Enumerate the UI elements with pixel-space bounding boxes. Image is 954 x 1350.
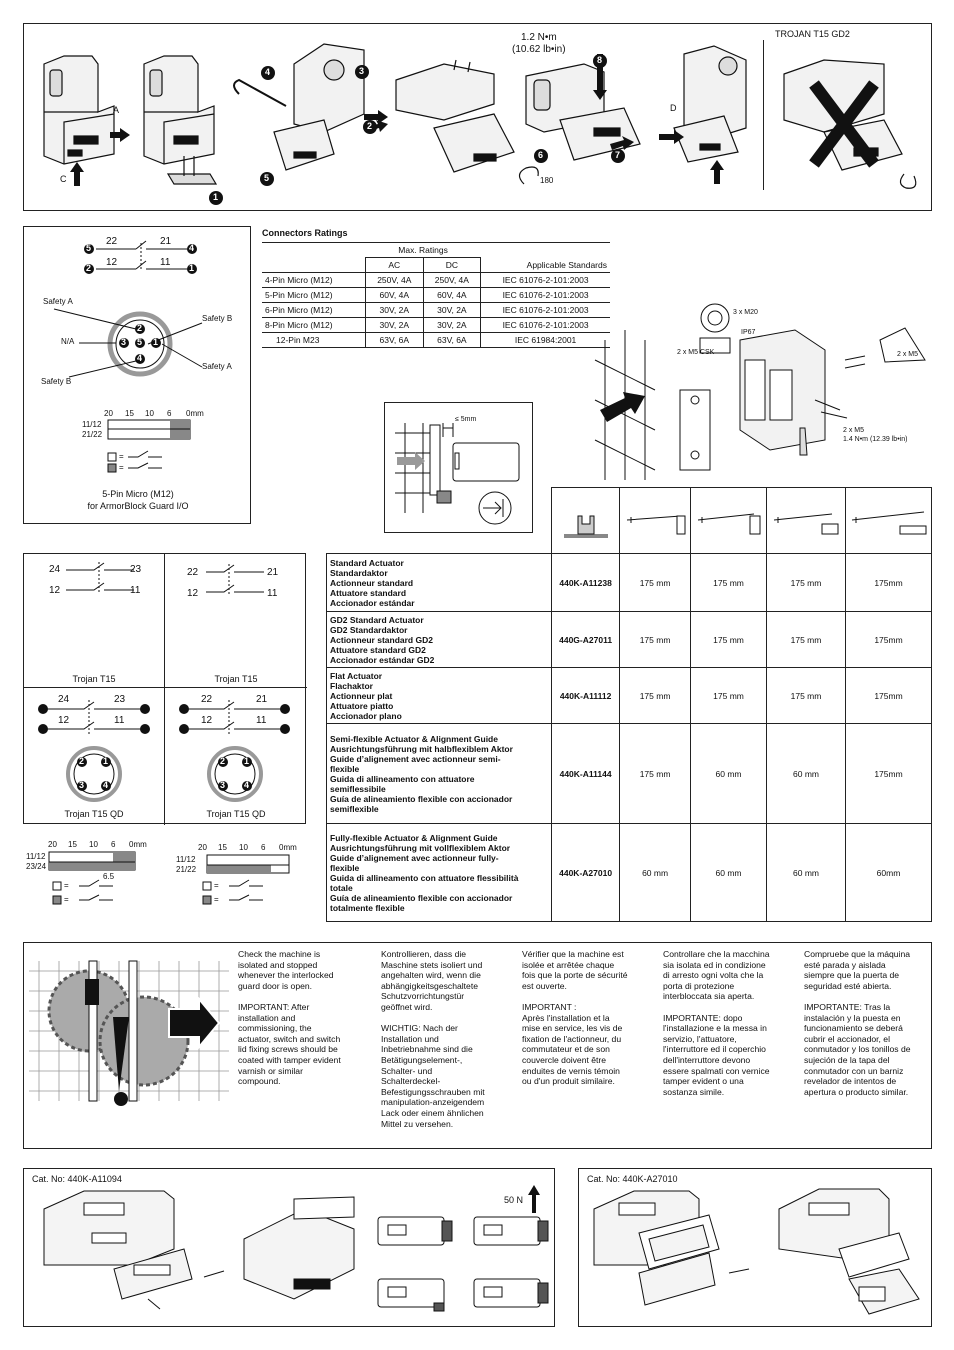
pin-label: 1 <box>153 337 159 347</box>
force-label: 50 N <box>504 1195 524 1205</box>
warning-en: Check the machine is isolated and stopped whenever the interlocked guard door is open. IMPORTANT: After installation and commissioning, the actuator, switch and switch lid fixing screws should be coated with tamper evident varnish or similar compound. <box>238 949 341 1087</box>
connectors-ratings <box>262 228 610 348</box>
scale-10: 10 <box>145 409 154 418</box>
radius-value: 175 mm <box>620 724 691 824</box>
scale-20: 20 <box>104 409 113 418</box>
scale-6: 6 <box>111 840 116 849</box>
pin-1-number: 1 <box>189 263 195 273</box>
qd-pin: 2 <box>220 756 226 766</box>
switch-head-illustration <box>144 56 216 184</box>
standard: IEC 61076-2-101:2003 <box>481 318 610 333</box>
qd-pin: 3 <box>220 780 226 790</box>
rotation-arrow-icon <box>900 174 915 188</box>
radius-value: 60 mm <box>691 824 767 922</box>
radius-value: 175 mm <box>620 668 691 724</box>
warning-de: Kontrollieren, dass die Maschine stets isoliert und angehalten wird, wenn die abhängigkeitsgeschaltete Schutzvorrichtungstür geöffnet wird. WICHTIG: Nach der Installation und Inbetriebnahme sind die Betätigungselement-, Schalter- und Schalterdeckel- Befestigungsschrauben mit manipulation-anzeigendem Lack oder einem ähnlichen Mittel zu versehen. <box>381 949 485 1129</box>
warning-panel <box>23 942 932 1149</box>
scale-10: 10 <box>89 840 98 849</box>
contact-diagram <box>24 227 252 525</box>
torque-m5: 1.4 N•m (12.39 lb•in) <box>843 436 908 443</box>
contact-12: 12 <box>187 588 199 599</box>
dc-rating: 63V, 6A <box>423 333 481 348</box>
radius-value: 60 mm <box>767 724 846 824</box>
gap-label: ≤ 5mm <box>455 416 477 423</box>
table-header-row <box>262 258 610 273</box>
catalog-number: 440K-A11238 <box>552 554 620 612</box>
warning-es: Compruebe que la máquina esté parada y aislada siempre que la puerta de seguridad esté abierta. IMPORTANTE: Tras la instalación y la puesta en funcionamiento se deberá cubrir el accionador, el conmutador y los tonillos de sujeción de la tapa del conmutador con un barniz revelador de intentos de apertura o producto similar. <box>804 949 911 1097</box>
arrow-icon <box>397 452 425 470</box>
legend-equals: = <box>119 452 124 461</box>
legend-open-icon <box>53 882 61 890</box>
qd-caption: Trojan T15 QD <box>206 809 266 819</box>
switch-head-illustration <box>44 56 114 164</box>
m5-label: 2 x M5 <box>897 351 919 358</box>
scale-20: 20 <box>48 840 57 849</box>
alignment-guide-illustration <box>579 1169 933 1328</box>
safety-a-label: Safety A <box>202 362 232 371</box>
legend-closed-icon <box>203 896 211 904</box>
row-label-23-24: 23/24 <box>26 862 47 871</box>
scale-0: 0mm <box>279 843 297 852</box>
m5-label-bottom: 2 x M5 <box>843 427 865 434</box>
ratings-table <box>262 242 610 348</box>
contact-24: 24 <box>58 694 70 705</box>
dc-rating: 60V, 4A <box>423 288 481 303</box>
col-ac: AC <box>366 258 424 273</box>
legend-closed-icon <box>108 464 116 472</box>
ip67-label: IP67 <box>741 329 756 336</box>
switch-head-illustration <box>396 60 514 172</box>
contact-schematics <box>24 554 307 825</box>
letter-b-label: B <box>714 167 721 177</box>
actuator-icon <box>556 498 616 542</box>
contact-11: 11 <box>160 257 171 268</box>
table-row <box>327 668 932 724</box>
na-label: N/A <box>61 337 75 346</box>
row-label-11-12: 11/12 <box>82 420 102 429</box>
table-row <box>327 612 932 668</box>
legend-open-icon <box>108 453 116 461</box>
catalog-number: 440G-A27011 <box>552 612 620 668</box>
contact-21: 21 <box>160 236 172 247</box>
radius-value: 175 mm <box>620 612 691 668</box>
radius-value: 60 mm <box>691 724 767 824</box>
radius-value: 175 mm <box>691 554 767 612</box>
actuator-header-row <box>327 488 932 554</box>
ac-rating: 250V, 4A <box>366 273 424 288</box>
micro5-caption: 5-Pin Micro (M12) <box>102 489 174 499</box>
step-5-number: 5 <box>264 173 270 183</box>
pin-3-icon <box>179 724 189 734</box>
pin-4-icon <box>38 704 48 714</box>
max-ratings-header: Max. Ratings <box>366 243 481 258</box>
contact-21: 21 <box>267 567 279 578</box>
left-actuator-panel <box>23 1168 555 1327</box>
table-row <box>327 824 932 922</box>
travel-diagrams <box>23 838 313 913</box>
legend-equals: = <box>214 895 219 904</box>
scale-6: 6 <box>167 409 172 418</box>
qd-pin: 2 <box>79 756 85 766</box>
contact-12: 12 <box>49 585 61 596</box>
contact-11: 11 <box>256 715 267 726</box>
ac-rating: 30V, 2A <box>366 318 424 333</box>
scale-15: 15 <box>218 843 227 852</box>
pin-label: 4 <box>137 353 143 363</box>
step-4-number: 4 <box>265 67 271 77</box>
switch-rotation-illustration <box>24 24 933 212</box>
legend-equals: = <box>119 463 124 472</box>
ac-rating: 63V, 6A <box>366 333 424 348</box>
table-row <box>262 303 610 318</box>
pin-5-number: 5 <box>86 243 92 253</box>
arrow-icon <box>528 1185 540 1213</box>
scale-0: 0mm <box>129 840 147 849</box>
letter-c-label: C <box>60 174 67 184</box>
radius-value: 175mm <box>845 554 931 612</box>
product-title: TROJAN T15 GD2 <box>775 29 850 39</box>
qd-caption: Trojan T15 QD <box>64 809 124 819</box>
connector-name: 8-Pin Micro (M12) <box>262 318 366 333</box>
left-catalog-label: Cat. No: 440K-A11094 <box>32 1174 122 1184</box>
actuator-name: GD2 Standard Actuator GD2 Standardaktor Actionneur standard GD2 Attuatore standard GD2 Accionador estándar GD2 <box>327 612 552 668</box>
radius-value: 175 mm <box>767 612 846 668</box>
pin-label: 5 <box>137 337 143 347</box>
radius-value: 60mm <box>845 824 931 922</box>
switch-head-illustration <box>234 44 364 170</box>
contact-22: 22 <box>187 567 199 578</box>
table-row <box>262 273 610 288</box>
pin-4-icon <box>179 704 189 714</box>
right-catalog-label: Cat. No: 440K-A27010 <box>587 1174 678 1184</box>
table-row <box>262 288 610 303</box>
table-header-row <box>262 243 610 258</box>
contact-11: 11 <box>114 715 125 726</box>
contact-12: 12 <box>58 715 70 726</box>
scale-15: 15 <box>125 409 134 418</box>
travel-mark: 6.5 <box>103 872 115 881</box>
radius-value: 175mm <box>845 724 931 824</box>
legend-open-icon <box>203 882 211 890</box>
right-actuator-panel <box>578 1168 932 1327</box>
letter-a-label: A <box>113 105 120 115</box>
contact-24: 24 <box>49 564 61 575</box>
radius-direction-1 <box>620 488 691 554</box>
radius-direction-4 <box>845 488 931 554</box>
pin-3-icon <box>38 724 48 734</box>
scale-15: 15 <box>68 840 77 849</box>
mounting-drawing <box>595 300 931 485</box>
arrow-icon <box>70 162 84 186</box>
warning-fr: Vérifier que la machine est isolée et arrêtée chaque fois que la porte de sécurité est ouverte. IMPORTANT : Après l'installation et la mise en service, les vis de fixation de l'actionneur, du commutateur et de son couvercle doivent être enduites de vernis témoin ou d'un produit similaire. <box>522 949 628 1087</box>
standard: IEC 61076-2-101:2003 <box>481 273 610 288</box>
catalog-number: 440K-A11112 <box>552 668 620 724</box>
step-8-number: 8 <box>597 55 603 65</box>
dc-rating: 30V, 2A <box>423 318 481 333</box>
dc-rating: 30V, 2A <box>423 303 481 318</box>
row-label-21-22: 21/22 <box>176 865 197 874</box>
dc-rating: 250V, 4A <box>423 273 481 288</box>
step-7-number: 7 <box>615 150 621 160</box>
contact-21: 21 <box>256 694 268 705</box>
catalog-number: 440K-A11144 <box>552 724 620 824</box>
actuator-table <box>326 487 932 922</box>
micro5-panel <box>23 226 251 524</box>
connector-name: 5-Pin Micro (M12) <box>262 288 366 303</box>
connector-name: 12-Pin M23 <box>262 333 366 348</box>
step-3-number: 3 <box>359 66 365 76</box>
mounting-illustration <box>595 300 931 485</box>
m20-label: 3 x M20 <box>733 309 758 316</box>
actuator-name: Fully-flexible Actuator & Alignment Guide Ausrichtungsführung mit vollflexiblem Aktor Guide d’alignement avec actionneur fully- flexible Guida di allineamento con attuatore flessibilità totale Guía de alineamiento flexible con accionador totalmente flexible <box>327 824 552 922</box>
table-row <box>262 318 610 333</box>
step-1-number: 1 <box>213 192 219 202</box>
pin-2-number: 2 <box>86 263 92 273</box>
table-row <box>327 724 932 824</box>
radius-value: 175 mm <box>767 668 846 724</box>
actuator-name: Semi-flexible Actuator & Alignment Guide Ausrichtungsführung mit halbflexiblem Aktor Guide d’alignement avec actionneur semi- flexible Guida di allineamento con attuatore semiflessibile Guía de alineamiento flexible con accionador semiflexible <box>327 724 552 824</box>
safety-a-label: Safety A <box>43 297 73 306</box>
rotation-angle-label: 180 <box>540 176 554 185</box>
pin-label: 2 <box>137 323 143 333</box>
wiring-panel <box>23 553 306 824</box>
qd-pin: 1 <box>244 756 250 766</box>
csk-label: 2 x M5 CSK <box>677 349 715 356</box>
ac-rating: 60V, 4A <box>366 288 424 303</box>
radius-value: 60 mm <box>767 824 846 922</box>
installation-panel <box>23 23 932 211</box>
scale-10: 10 <box>239 843 248 852</box>
row-label-11-12: 11/12 <box>176 855 196 864</box>
legend-equals: = <box>214 881 219 890</box>
contact-11: 11 <box>267 588 278 599</box>
radius-value: 60 mm <box>620 824 691 922</box>
t15-caption: Trojan T15 <box>72 674 116 684</box>
step-2-number: 2 <box>367 121 373 131</box>
contact-23: 23 <box>114 694 126 705</box>
legend-closed-icon <box>53 896 61 904</box>
standard: IEC 61984:2001 <box>481 333 610 348</box>
connector-name: 4-Pin Micro (M12) <box>262 273 366 288</box>
actuator-name: Standard Actuator Standardaktor Actionneur standard Attuatore standard Accionador estándar <box>327 554 552 612</box>
scale-0: 0mm <box>186 409 204 418</box>
pin-1-icon <box>280 724 290 734</box>
step-6-number: 6 <box>538 150 544 160</box>
qd-pin: 1 <box>103 756 109 766</box>
col-standards: Applicable Standards <box>481 258 610 273</box>
radius-direction-2 <box>691 488 767 554</box>
pin-1-icon <box>140 724 150 734</box>
radius-value: 175 mm <box>691 668 767 724</box>
arrow-icon <box>600 392 645 422</box>
connector-name: 6-Pin Micro (M12) <box>262 303 366 318</box>
micro5-caption-sub: for ArmorBlock Guard I/O <box>87 501 189 511</box>
actuator-name: Flat Actuator Flachaktor Actionneur plat Attuatore piatto Accionador plano <box>327 668 552 724</box>
row-label-21-22: 21/22 <box>82 430 103 439</box>
standard: IEC 61076-2-101:2003 <box>481 303 610 318</box>
col-dc: DC <box>423 258 481 273</box>
radius-value: 175mm <box>845 612 931 668</box>
radius-value: 175 mm <box>767 554 846 612</box>
contact-22: 22 <box>201 694 213 705</box>
contact-11: 11 <box>130 585 141 596</box>
contact-22: 22 <box>106 236 118 247</box>
warning-illustration <box>29 961 239 1111</box>
pin-4-number: 4 <box>189 243 195 253</box>
letter-d-label: D <box>670 103 677 113</box>
ac-rating: 30V, 2A <box>366 303 424 318</box>
radius-value: 175 mm <box>620 554 691 612</box>
standard: IEC 61076-2-101:2003 <box>481 288 610 303</box>
actuator-assembly-illustration <box>24 1169 556 1328</box>
table-row <box>327 554 932 612</box>
connectors-title: Connectors Ratings <box>262 228 348 238</box>
radius-value: 175 mm <box>691 612 767 668</box>
rotation-arrow-icon <box>519 167 538 184</box>
actuator-header-icon <box>552 488 620 554</box>
torque-label-imperial: (10.62 lb•in) <box>512 44 566 55</box>
qd-pin: 4 <box>244 780 250 790</box>
qd-pin: 3 <box>79 780 85 790</box>
catalog-number: 440K-A27010 <box>552 824 620 922</box>
pin-label: 3 <box>121 337 127 347</box>
legend-equals: = <box>64 895 69 904</box>
scale-6: 6 <box>261 843 266 852</box>
t15-caption: Trojan T15 <box>214 674 258 684</box>
contact-23: 23 <box>130 564 142 575</box>
warning-it: Controllare che la macchina sia isolata ed in condizione di arresto ogni volta che la porta di protezione interbloccata sia aperta. IMPORTANTE: dopo l'installazione e la messa in servizio, l'attuatore, l'interruttore ed il coperchio dell'interruttore devono essere spalmati con vernice tamper evident o una sostanza simile. <box>663 949 770 1097</box>
switch-head-illustration <box>674 46 746 162</box>
radius-direction-3 <box>767 488 846 554</box>
radius-value: 175mm <box>845 668 931 724</box>
contact-12: 12 <box>106 257 118 268</box>
row-label-11-12: 11/12 <box>26 852 46 861</box>
safety-b-label: Safety B <box>202 314 233 323</box>
legend-equals: = <box>64 881 69 890</box>
qd-pin: 4 <box>103 780 109 790</box>
contact-12: 12 <box>201 715 213 726</box>
torque-label: 1.2 N•m <box>521 32 557 43</box>
scale-20: 20 <box>198 843 207 852</box>
pin-2-icon <box>140 704 150 714</box>
table-row <box>262 333 610 348</box>
safety-b-label: Safety B <box>41 377 72 386</box>
pin-2-icon <box>280 704 290 714</box>
